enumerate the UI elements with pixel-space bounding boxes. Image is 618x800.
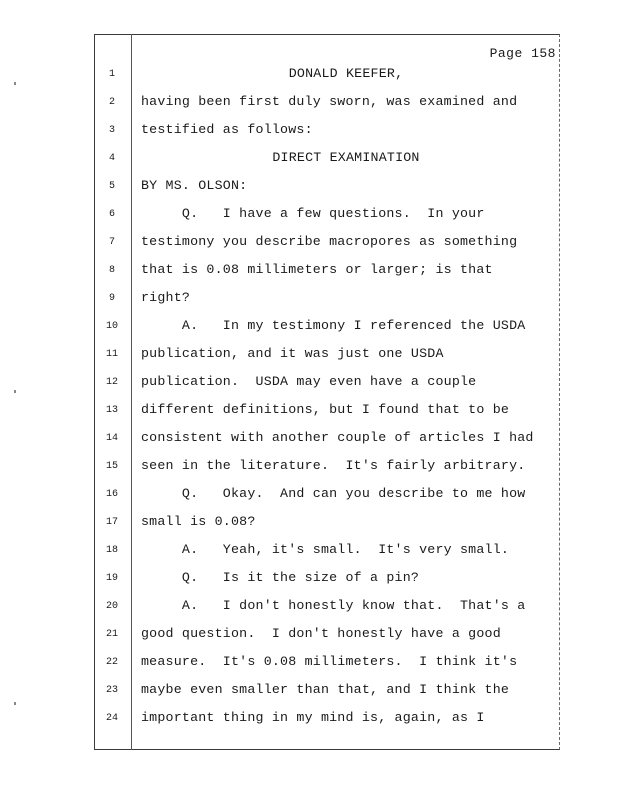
line-number: 12 bbox=[105, 377, 118, 388]
transcript-line bbox=[0, 342, 618, 370]
transcript-line bbox=[0, 538, 618, 566]
line-text: Q. Okay. And can you describe to me how bbox=[141, 486, 526, 501]
line-text: A. I don't honestly know that. That's a bbox=[141, 598, 526, 613]
line-text: Q. I have a few questions. In your bbox=[141, 206, 485, 221]
line-text: that is 0.08 millimeters or larger; is that bbox=[141, 262, 493, 277]
transcript-line bbox=[0, 118, 618, 146]
line-number: 21 bbox=[105, 629, 118, 640]
transcript-line bbox=[0, 594, 618, 622]
line-text: DONALD KEEFER, bbox=[288, 66, 404, 81]
line-number: 8 bbox=[108, 265, 115, 276]
transcript-line bbox=[0, 398, 618, 426]
line-text: maybe even smaller than that, and I think the bbox=[141, 682, 510, 697]
line-text: testimony you describe macropores as something bbox=[141, 234, 518, 249]
line-text: consistent with another couple of articles I had bbox=[141, 430, 534, 445]
line-number: 1 bbox=[108, 69, 115, 80]
line-number: 5 bbox=[108, 181, 115, 192]
line-number: 24 bbox=[105, 713, 118, 724]
line-number: 13 bbox=[105, 405, 118, 416]
page-number: Page 158 bbox=[489, 46, 556, 61]
line-text: small is 0.08? bbox=[141, 514, 256, 529]
scan-speck bbox=[14, 390, 16, 393]
transcript-line bbox=[0, 62, 618, 90]
line-text: A. In my testimony I referenced the USDA bbox=[141, 318, 526, 333]
transcript-line bbox=[0, 174, 618, 202]
transcript-line bbox=[0, 510, 618, 538]
transcript-line bbox=[0, 314, 618, 342]
transcript-line bbox=[0, 454, 618, 482]
line-number: 20 bbox=[105, 601, 118, 612]
transcript-line bbox=[0, 426, 618, 454]
line-text: having been first duly sworn, was examined and bbox=[141, 94, 518, 109]
line-text: measure. It's 0.08 millimeters. I think it's bbox=[141, 654, 518, 669]
line-number: 23 bbox=[105, 685, 118, 696]
line-text: publication, and it was just one USDA bbox=[141, 346, 444, 361]
line-text: good question. I don't honestly have a good bbox=[141, 626, 501, 641]
line-text: DIRECT EXAMINATION bbox=[272, 150, 420, 165]
transcript-line bbox=[0, 650, 618, 678]
line-number: 9 bbox=[108, 293, 115, 304]
transcript-line bbox=[0, 202, 618, 230]
line-number: 14 bbox=[105, 433, 118, 444]
transcript-line bbox=[0, 622, 618, 650]
transcript-line bbox=[0, 258, 618, 286]
transcript-line bbox=[0, 146, 618, 174]
transcript-line bbox=[0, 678, 618, 706]
line-number: 7 bbox=[108, 237, 115, 248]
transcript-line bbox=[0, 230, 618, 258]
line-number: 10 bbox=[105, 321, 118, 332]
line-number: 17 bbox=[105, 517, 118, 528]
transcript-line bbox=[0, 286, 618, 314]
line-text: important thing in my mind is, again, as I bbox=[141, 710, 485, 725]
transcript-line bbox=[0, 482, 618, 510]
line-number: 16 bbox=[105, 489, 118, 500]
scan-speck bbox=[14, 702, 16, 705]
transcript-line bbox=[0, 706, 618, 734]
line-number: 19 bbox=[105, 573, 118, 584]
scan-speck bbox=[14, 82, 16, 85]
transcript-line bbox=[0, 370, 618, 398]
line-number: 3 bbox=[108, 125, 115, 136]
line-number: 2 bbox=[108, 97, 115, 108]
transcript-line bbox=[0, 566, 618, 594]
line-text: BY MS. OLSON: bbox=[141, 178, 248, 193]
line-number: 11 bbox=[105, 349, 118, 360]
line-text: publication. USDA may even have a couple bbox=[141, 374, 477, 389]
line-text: seen in the literature. It's fairly arbitrary. bbox=[141, 458, 526, 473]
line-number: 22 bbox=[105, 657, 118, 668]
transcript-line bbox=[0, 90, 618, 118]
line-text: Q. Is it the size of a pin? bbox=[141, 570, 420, 585]
line-text: A. Yeah, it's small. It's very small. bbox=[141, 542, 510, 557]
line-number: 18 bbox=[105, 545, 118, 556]
line-number: 6 bbox=[108, 209, 115, 220]
line-number: 15 bbox=[105, 461, 118, 472]
line-number: 4 bbox=[108, 153, 115, 164]
line-text: different definitions, but I found that to be bbox=[141, 402, 510, 417]
line-text: right? bbox=[141, 290, 191, 305]
line-text: testified as follows: bbox=[141, 122, 313, 137]
